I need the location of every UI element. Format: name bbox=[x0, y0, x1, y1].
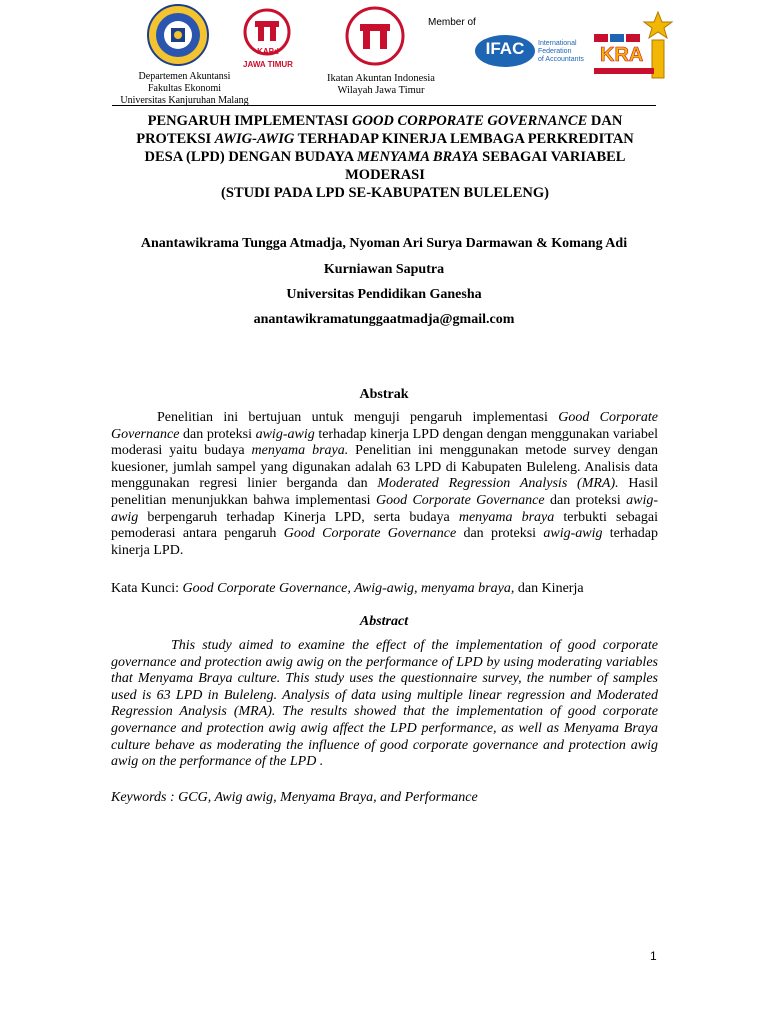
dept-line-1: Departemen Akuntansi bbox=[138, 71, 231, 82]
abstrak-heading: Abstrak bbox=[359, 387, 409, 402]
iai-block bbox=[316, 73, 446, 97]
member-of-label: Member of bbox=[428, 17, 476, 28]
authors-line-1: Anantawikrama Tungga Atmadja, Nyoman Ari Surya Darmawan & Komang Adi bbox=[140, 236, 628, 251]
ifac-sub-3: of Accountants bbox=[538, 56, 584, 63]
iai-line-1: Ikatan Akuntan Indonesia bbox=[327, 73, 435, 84]
iai-line-2: Wilayah Jawa Timur bbox=[337, 85, 425, 96]
kata-kunci: Kata Kunci: Good Corporate Governance, Awig-awig, menyama braya, dan Kinerja bbox=[111, 581, 584, 596]
abstrak-body: Penelitian ini bertujuan untuk menguji pengaruh implementasi Good Corporate Governance dan proteksi awig-awig terhadap kinerja LPD dengan dengan menggunakan variabel moderasi yaitu budaya menyama braya. Penelitian ini menggunakan metode survey dengan kuesioner, jumlah sampel yang digunakan adalah 63 LPD di Kabupaten Buleleng. Analisis data menggunakan regresi linier berganda dan Moderated Regression Analysis (MRA). Hasil penelitian menunjukkan bahwa implementasi Good Corporate Governance dan proteksi awig-awig berpengaruh terhadap Kinerja LPD, serta budaya menyama braya terbukti sebagai pemoderasi antara pengaruh Good Corporate Governance dan proteksi awig-awig terhadap kinerja LPD. bbox=[111, 410, 658, 558]
kapd-text: KAPd bbox=[257, 47, 279, 56]
jawa-timur-label: JAWA TIMUR bbox=[243, 60, 293, 69]
dept-line-3: Universitas Kanjuruhan Malang bbox=[120, 95, 249, 106]
department-block bbox=[112, 71, 257, 107]
title-line-2: PROTEKSI AWIG-AWIG TERHADAP KINERJA LEMBAGA PERKREDITAN bbox=[136, 131, 634, 147]
logo-iai bbox=[345, 6, 405, 66]
affiliation: Universitas Pendidikan Ganesha bbox=[286, 287, 482, 302]
title-line-4: MODERASI bbox=[345, 167, 425, 183]
logo-universitas-kanjuruhan bbox=[147, 4, 209, 66]
title-line-3: DESA (LPD) DENGAN BUDAYA MENYAMA BRAYA SEBAGAI VARIABEL bbox=[144, 149, 626, 165]
paper-title bbox=[110, 112, 660, 202]
email: anantawikramatunggaatmadja@gmail.com bbox=[253, 312, 515, 327]
ifac-text: IFAC bbox=[485, 39, 525, 58]
page-number: 1 bbox=[650, 949, 657, 963]
title-line-5: (STUDI PADA LPD SE-KABUPATEN BULELENG) bbox=[221, 185, 549, 201]
keywords: Keywords : GCG, Awig awig, Menyama Braya, and Performance bbox=[111, 790, 478, 805]
title-line-1: PENGARUH IMPLEMENTASI GOOD CORPORATE GOVERNANCE DAN bbox=[147, 113, 623, 129]
ifac-sub-2: Federation bbox=[538, 48, 572, 55]
header-divider bbox=[112, 105, 656, 106]
kra-text: KRA bbox=[600, 44, 644, 66]
abstract-body: This study aimed to examine the effect of the implementation of good corporate governance and protection awig awig on the performance of LPD by using moderating variables that Menyama Braya culture. This study uses the questionnaire survey, the number of samples used is 63 LPD in Buleleng. Analysis of data using multiple linear regression and Moderated Regression Analysis (MRA). The results showed that the implementation of good corporate governance and protection awig awig affect the LPD performance, as well as Menyama Braya culture behave as moderating the influence of good corporate governance and protection awig awig on the performance of the LPD . bbox=[111, 638, 658, 770]
ifac-subtitle bbox=[538, 40, 584, 64]
dept-line-2: Fakultas Ekonomi bbox=[147, 83, 222, 94]
ifac-sub-1: International bbox=[538, 40, 577, 47]
authors-line-2: Kurniawan Saputra bbox=[323, 262, 445, 277]
abstract-heading: Abstract bbox=[359, 614, 409, 629]
